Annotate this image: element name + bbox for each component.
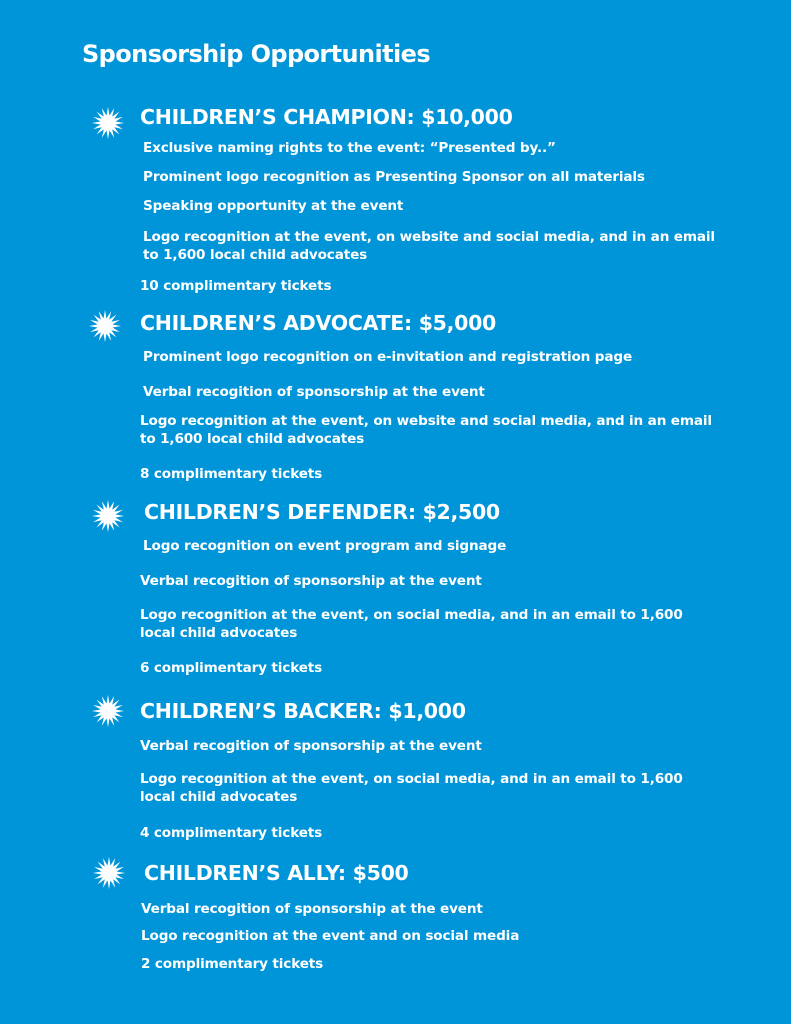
benefit-item: Speaking opportunity at the event [143, 198, 404, 214]
benefit-item: 2 complimentary tickets [141, 956, 324, 972]
benefit-item: 10 complimentary tickets [140, 278, 332, 294]
tier-heading-ally: CHILDREN’S ALLY: $500 [144, 861, 409, 885]
benefit-item: Verbal recogition of sponsorship at the event [140, 573, 482, 589]
starburst-icon [86, 307, 124, 345]
benefit-item: Verbal recogition of sponsorship at the event [143, 384, 485, 400]
benefit-item: 6 complimentary tickets [140, 660, 323, 676]
tier-heading-champion: CHILDREN’S CHAMPION: $10,000 [140, 105, 513, 129]
benefit-item: Logo recognition at the event, on social media, and in an email to 1,600 local child advocates [140, 771, 683, 805]
tier-heading-advocate: CHILDREN’S ADVOCATE: $5,000 [140, 311, 497, 335]
benefit-item: Verbal recogition of sponsorship at the event [140, 738, 482, 754]
benefit-item: Logo recognition at the event, on website and social media, and in an email to 1,600 local child advocates [143, 229, 715, 263]
benefit-item: Prominent logo recognition as Presenting Sponsor on all materials [143, 169, 645, 185]
benefit-item: 4 complimentary tickets [140, 825, 323, 841]
benefit-item: Prominent logo recognition on e-invitation and registration page [143, 349, 633, 365]
tier-heading-backer: CHILDREN’S BACKER: $1,000 [140, 699, 466, 723]
benefit-item: Verbal recogition of sponsorship at the event [141, 901, 483, 917]
benefit-item: Logo recognition on event program and signage [143, 538, 507, 554]
page-title: Sponsorship Opportunities [82, 40, 431, 68]
starburst-icon [89, 497, 127, 535]
benefit-item: Logo recognition at the event and on social media [141, 928, 520, 944]
benefit-item: Logo recognition at the event, on website and social media, and in an email to 1,600 local child advocates [140, 413, 712, 447]
starburst-icon [89, 692, 127, 730]
starburst-icon [89, 104, 127, 142]
benefit-item: Logo recognition at the event, on social media, and in an email to 1,600 local child advocates [140, 607, 683, 641]
benefit-item: Exclusive naming rights to the event: “Presented by..” [143, 140, 556, 156]
starburst-icon [90, 854, 128, 892]
benefit-item: 8 complimentary tickets [140, 466, 323, 482]
tier-heading-defender: CHILDREN’S DEFENDER: $2,500 [144, 500, 500, 524]
